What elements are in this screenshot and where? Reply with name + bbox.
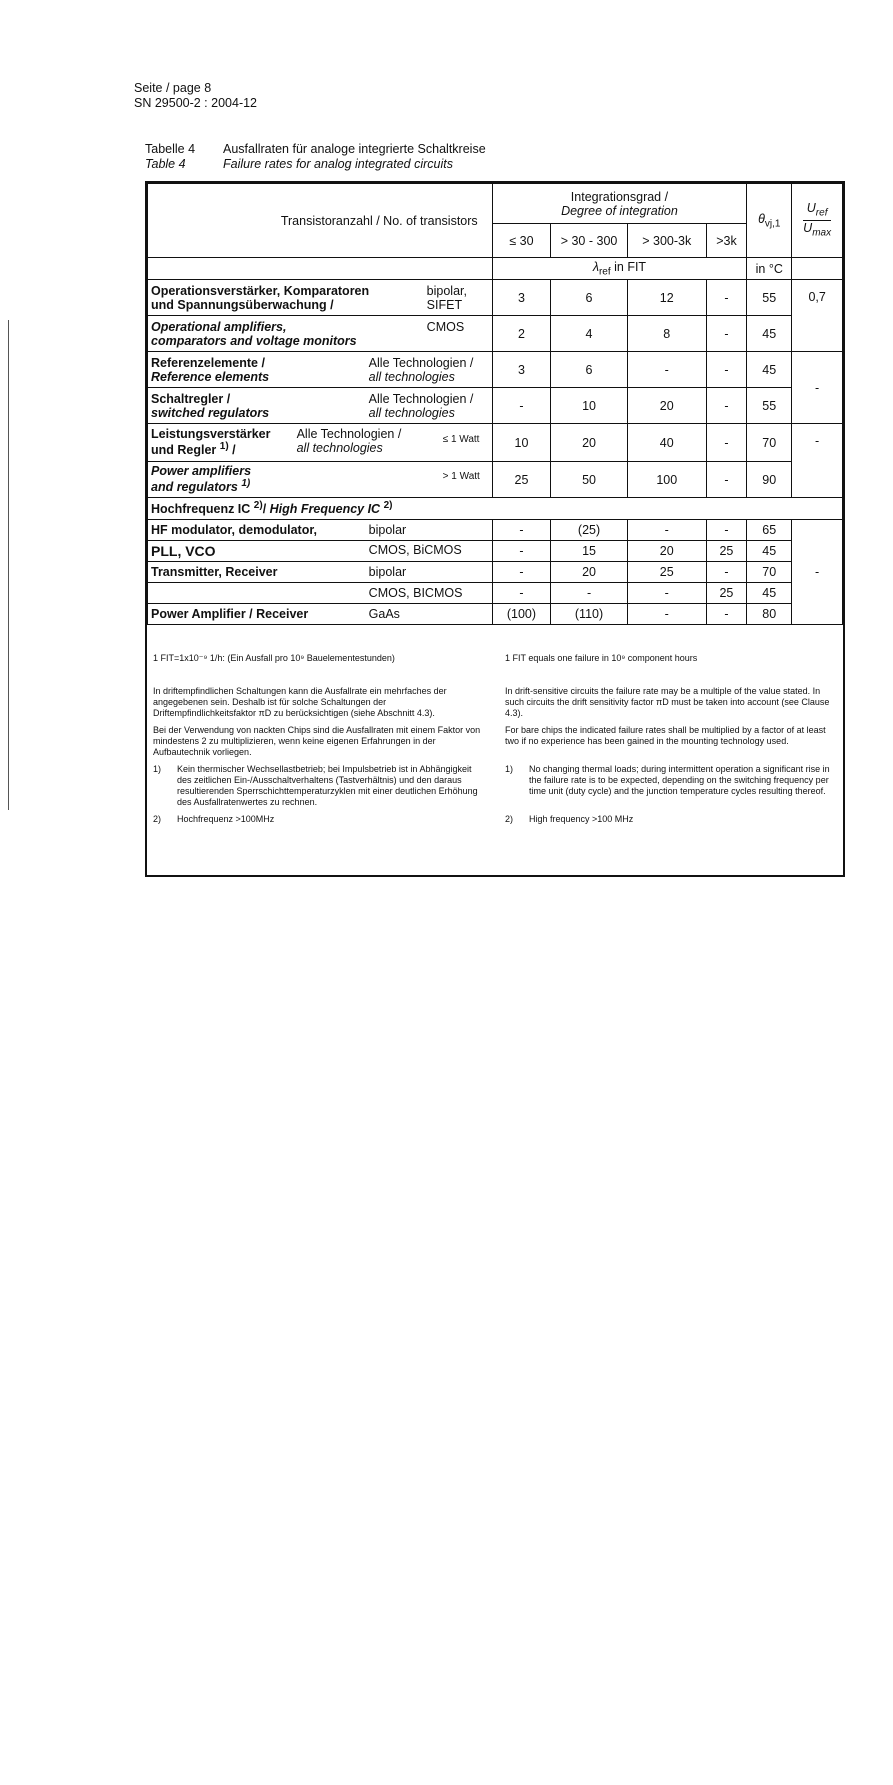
cell: 45	[747, 541, 792, 562]
switched-en: switched regulators	[151, 405, 270, 420]
opamp-tech-bipolar: bipolar, SIFET	[426, 283, 467, 312]
hf-pa-label	[148, 604, 493, 625]
fn1-mark-de: 1)	[153, 764, 162, 774]
caption-title-en: Failure rates for analog integrated circuits	[223, 157, 453, 171]
cell: 8	[627, 316, 706, 352]
table-row-power-low	[148, 424, 843, 462]
power-sup: 1)	[219, 441, 229, 453]
caption-title-de: Ausfallraten für analoge integrierte Schaltkreise	[223, 142, 486, 156]
col-le30: ≤ 30	[492, 224, 551, 258]
power-tech-en: all technologies	[296, 441, 383, 456]
fn2-mark-en: 2)	[505, 814, 514, 824]
reference-tech-de: Alle Technologien /	[368, 355, 474, 370]
ratio-unit-blank	[792, 258, 843, 280]
transistors-header	[148, 184, 493, 258]
switched-de: Schaltregler /	[151, 391, 231, 406]
cell: 15	[551, 541, 628, 562]
power-en-sup: 1)	[241, 478, 251, 490]
power-label-de	[148, 424, 493, 462]
power-tech-de: Alle Technologien /	[296, 427, 402, 442]
theta-header	[747, 184, 792, 258]
failure-rate-table	[147, 183, 843, 625]
hf-tx-text: Transmitter, Receiver	[151, 565, 278, 579]
fit-note-en: 1 FIT equals one failure in 10⁹ component hours	[505, 653, 698, 663]
opamp-de1: Operationsverstärker, Komparatoren	[151, 283, 370, 298]
opamp-tech-cmos: CMOS	[426, 319, 465, 334]
table-row-hf-tx-bipolar	[148, 562, 843, 583]
cell: 65	[747, 520, 792, 541]
power-slash: /	[228, 443, 236, 458]
caption-num-en: Table 4	[145, 157, 186, 171]
opamp-en2: comparators and voltage monitors	[151, 333, 357, 348]
table-row-reference	[148, 352, 843, 388]
hf-pll-tech: CMOS, BiCMOS	[368, 543, 462, 557]
cell: -	[492, 541, 551, 562]
cell: -	[492, 520, 551, 541]
cell: -	[706, 388, 747, 424]
integration-header	[492, 184, 747, 224]
reference-de: Referenzelemente /	[151, 355, 265, 370]
cell: -	[627, 604, 706, 625]
voltage-ratio	[803, 201, 831, 241]
opamp-label-de	[148, 280, 493, 316]
umax-sub: max	[812, 227, 832, 239]
opamp-en1: Operational amplifiers,	[151, 319, 287, 334]
table-row-switched	[148, 388, 843, 424]
hf-mod-text: HF modulator, demodulator,	[151, 523, 317, 537]
hf-pll-label	[148, 541, 493, 562]
power-en2: and regulators	[151, 480, 238, 495]
switch-ratio: -	[792, 352, 843, 424]
table-caption	[145, 142, 486, 172]
cell: -	[706, 562, 747, 583]
cell: (25)	[551, 520, 628, 541]
uref-sub: ref	[815, 207, 828, 218]
cell: 50	[551, 462, 628, 498]
cell: 3	[492, 280, 551, 316]
cell: 6	[551, 280, 628, 316]
hf-header-cell	[148, 498, 843, 520]
cell: 10	[492, 424, 551, 462]
cell: 90	[747, 462, 792, 498]
switched-tech-en: all technologies	[368, 405, 455, 420]
opamp-label-en	[148, 316, 493, 352]
caption-num-de: Tabelle 4	[145, 142, 196, 156]
opamp-ratio: 0,7	[792, 280, 843, 352]
hf-sup2: 2)	[383, 500, 393, 512]
cell: -	[706, 424, 747, 462]
hf-pa-text: Power Amplifier / Receiver	[151, 607, 309, 621]
theta-symbol: θ	[758, 211, 765, 226]
hf-tx-tech-bipolar: bipolar	[368, 565, 407, 579]
lambda-sub: ref	[598, 266, 611, 278]
table-row-opamp-cmos	[148, 316, 843, 352]
cell: 25	[706, 583, 747, 604]
col-300-3k: > 300-3k	[627, 224, 706, 258]
power-en1: Power amplifiers	[151, 464, 252, 479]
failure-rate-table-frame	[145, 181, 845, 877]
reference-en: Reference elements	[151, 369, 270, 384]
integration-en: Degree of integration	[561, 203, 678, 218]
standard-id: SN 29500-2 : 2004-12	[134, 96, 258, 110]
cell: 55	[747, 280, 792, 316]
cell: 40	[627, 424, 706, 462]
cell: 20	[627, 541, 706, 562]
cell: 55	[747, 388, 792, 424]
cell: 20	[627, 388, 706, 424]
fit-note-de: 1 FIT=1x10⁻⁹ 1/h: (Ein Ausfall pro 10⁹ Bauelementestunden)	[153, 653, 395, 663]
hf-sup1: 2)	[253, 500, 263, 512]
cell: 25	[627, 562, 706, 583]
hf-ratio: -	[792, 520, 843, 625]
chips-note-de: Bei der Verwendung von nackten Chips sind die Ausfallraten mit einem Faktor von mindestens 2 zu multiplizieren, wenn keine eigenen Erfahrungen in der Aufbautechnik vorliegen.	[153, 725, 481, 757]
hf-section-header	[148, 498, 843, 520]
cell: -	[492, 388, 551, 424]
hf-de: Hochfrequenz IC	[151, 502, 254, 517]
cell: 20	[551, 562, 628, 583]
uref-symbol: U	[806, 200, 816, 215]
table-header-row	[148, 184, 843, 224]
margin-change-bar	[8, 320, 9, 810]
lambda-symbol: λ	[592, 259, 599, 274]
hf-mod-tech: bipolar	[368, 523, 407, 537]
power-cond-high: > 1 Watt	[442, 471, 480, 483]
table-row-hf-pll	[148, 541, 843, 562]
units-row	[148, 258, 843, 280]
cell: -	[706, 352, 747, 388]
cell: -	[706, 462, 747, 498]
col-30-300: > 30 - 300	[551, 224, 628, 258]
cell: -	[551, 583, 628, 604]
lambda-rest: in FIT	[610, 259, 647, 274]
hf-tx-cmos-label	[148, 583, 493, 604]
cell: 45	[747, 316, 792, 352]
cell: (100)	[492, 604, 551, 625]
opamp-de2: und Spannungsüberwachung /	[151, 297, 334, 312]
reference-tech-en: all technologies	[368, 369, 455, 384]
cell: -	[706, 316, 747, 352]
voltage-ratio-header	[792, 184, 843, 258]
hf-tx-tech-cmos: CMOS, BICMOS	[368, 586, 463, 600]
power-de2: und Regler	[151, 443, 217, 458]
footnote-2-en: High frequency >100 MHz	[529, 814, 634, 824]
hf-mid: /	[262, 502, 270, 517]
theta-sub: vj,1	[764, 218, 781, 230]
table-row-hf-pa	[148, 604, 843, 625]
table-row-opamp-bipolar	[148, 280, 843, 316]
cell: -	[492, 583, 551, 604]
cell: -	[706, 280, 747, 316]
hf-en: High Frequency IC	[269, 502, 384, 517]
page-header	[134, 81, 257, 111]
hf-mod-label	[148, 520, 493, 541]
table-row-hf-tx-cmos	[148, 583, 843, 604]
cell: 80	[747, 604, 792, 625]
table-row-power-high	[148, 462, 843, 498]
cell: 10	[551, 388, 628, 424]
table-row-hf-modulator	[148, 520, 843, 541]
page-number: Seite / page 8	[134, 81, 212, 95]
power-ratio: -	[792, 424, 843, 498]
cell: -	[492, 562, 551, 583]
footnote-1-en: No changing thermal loads; during intermittent operation a significant rise in the failure rate is to be expected, depending on the switching frequency per time unit (duty cycle) and the junction temperature cycles resulting thereof.	[529, 764, 830, 796]
switched-tech-de: Alle Technologien /	[368, 391, 474, 406]
table-notes	[153, 653, 839, 831]
footnote-1-de: Kein thermischer Wechsellastbetrieb; bei Impulsbetrieb ist in Abhängigkeit des zeitlichen Ein-/Ausschaltverhaltens (Tastverhältnis) und den daraus resultierenden Sperrschichttemperaturzyklen mit einer deutlichen Erhöhung des Ausfallratenwertes zu rechnen.	[177, 764, 478, 807]
cell: 4	[551, 316, 628, 352]
lambda-unit	[492, 258, 747, 280]
cell: -	[706, 520, 747, 541]
cell: -	[627, 583, 706, 604]
integration-de: Integrationsgrad /	[570, 189, 669, 204]
reference-label	[148, 352, 493, 388]
cell: 20	[551, 424, 628, 462]
cell: 2	[492, 316, 551, 352]
cell: 3	[492, 352, 551, 388]
switched-label	[148, 388, 493, 424]
cell: 25	[706, 541, 747, 562]
cell: 100	[627, 462, 706, 498]
col-gt3k: >3k	[706, 224, 747, 258]
cell: 70	[747, 424, 792, 462]
fn2-mark-de: 2)	[153, 814, 162, 824]
cell: -	[706, 604, 747, 625]
cell: 12	[627, 280, 706, 316]
fn1-mark-en: 1)	[505, 764, 514, 774]
cell: 45	[747, 352, 792, 388]
hf-pll-text: PLL, VCO	[151, 543, 216, 559]
power-de1: Leistungsverstärker	[151, 427, 271, 442]
hf-tx-label	[148, 562, 493, 583]
cell: 45	[747, 583, 792, 604]
cell: 6	[551, 352, 628, 388]
cell: -	[627, 352, 706, 388]
hf-pa-tech: GaAs	[368, 607, 400, 621]
power-label-en	[148, 462, 493, 498]
transistors-label: Transistoranzahl / No. of transistors	[280, 213, 478, 228]
power-cond-low: ≤ 1 Watt	[442, 434, 480, 446]
drift-note-en: In drift-sensitive circuits the failure rate may be a multiple of the value stated. In such circuits the drift sensitivity factor πD must be taken into account (see Clause 4.3).	[505, 686, 830, 718]
temp-unit: in °C	[747, 258, 792, 280]
chips-note-en: For bare chips the indicated failure rates shall be multiplied by a factor of at least two if no experience has been gained in the mounting technology used.	[505, 725, 826, 746]
cell: 70	[747, 562, 792, 583]
footnote-2-de: Hochfrequenz >100MHz	[177, 814, 275, 824]
drift-note-de: In driftempfindlichen Schaltungen kann die Ausfallrate ein mehrfaches der angegebenen sein. Deshalb ist für solche Schaltungen der Driftempfindlichkeitsfaktor πD zu berücksichtigen (siehe Abschnitt 4.3).	[153, 686, 447, 718]
cell: (110)	[551, 604, 628, 625]
units-blank	[148, 258, 493, 280]
cell: 25	[492, 462, 551, 498]
umax-symbol: U	[803, 221, 813, 235]
cell: -	[627, 520, 706, 541]
